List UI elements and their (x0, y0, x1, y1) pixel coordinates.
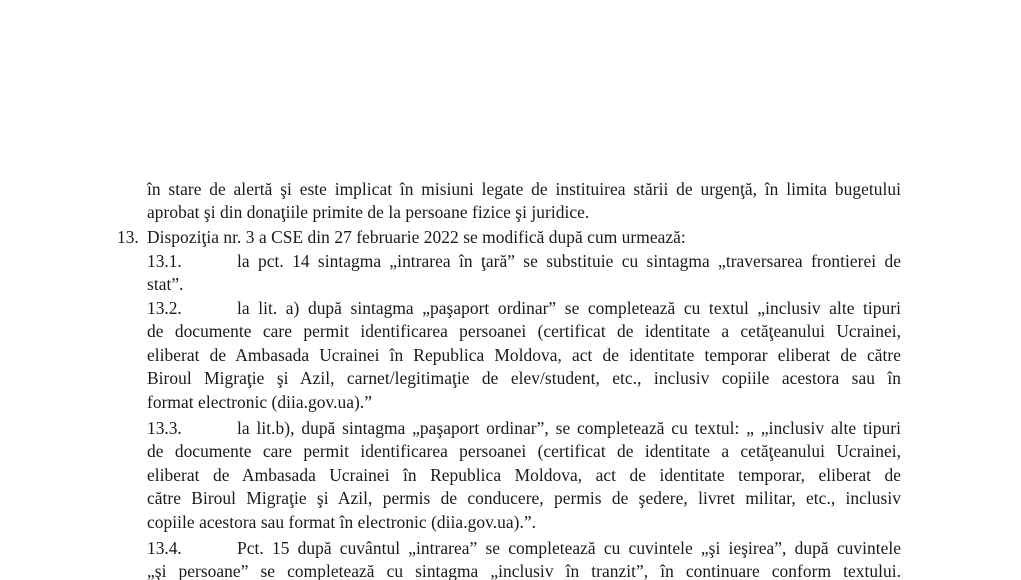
sub-item-line: la lit. a) după sintagma „paşaport ordinar” se completează cu textul „inclusiv alte tipuri (237, 298, 901, 318)
paragraph-line: în stare de alertă şi este implicat în misiuni legate de instituirea stării de urgenţă, în limita bugetului (147, 179, 901, 199)
item-text: Dispoziţia nr. 3 a CSE din 27 februarie 2022 se modifică după cum urmează: (147, 227, 686, 247)
sub-item-line: eliberat de Ambasada Ucrainei în Republica Moldova, act de identitate temporar, eliberat de (147, 465, 901, 485)
sub-item-line: stat”. (147, 274, 184, 294)
paragraph-line: aprobat şi din donaţiile primite de la persoane fizice şi juridice. (147, 202, 590, 222)
sub-item-line: la pct. 14 sintagma „intrarea în ţară” se substituie cu sintagma „traversarea frontierei de (237, 251, 901, 271)
sub-item-number: 13.3. (147, 418, 182, 438)
item-number: 13. (117, 227, 139, 247)
sub-item-number: 13.2. (147, 298, 182, 318)
sub-item-line: Biroul Migraţie şi Azil, carnet/legitimaţie de elev/student, etc., inclusiv copiile acestora sau în (147, 368, 901, 388)
sub-item-line: de documente care permit identificarea persoanei (certificat de identitate a cetăţeanului Ucrainei, (147, 441, 901, 461)
sub-item-line: eliberat de Ambasada Ucrainei în Republica Moldova, act de identitate temporar eliberat de către (147, 345, 901, 365)
sub-item-number: 13.4. (147, 538, 182, 558)
sub-item-line: Pct. 15 după cuvântul „intrarea” se completează cu cuvintele „şi ieşirea”, după cuvintele (237, 538, 901, 558)
sub-item-line: către Biroul Migraţie şi Azil, permis de conducere, permis de şedere, livret militar, etc., inclusiv (147, 488, 901, 508)
sub-item-line: de documente care permit identificarea persoanei (certificat de identitate a cetăţeanului Ucrainei, (147, 321, 901, 341)
sub-item-line: copiile acestora sau format în electronic (diia.gov.ua).”. (147, 512, 537, 532)
sub-item-line: format electronic (diia.gov.ua).” (147, 392, 373, 412)
sub-item-line: la lit.b), după sintagma „paşaport ordinar”, se completează cu textul: „ „inclusiv alte tipuri (237, 418, 901, 438)
sub-item-number: 13.1. (147, 251, 182, 271)
sub-item-line: „şi persoane” se completează cu sintagma „inclusiv în tranzit”, în continuare conform textului. (147, 561, 901, 580)
